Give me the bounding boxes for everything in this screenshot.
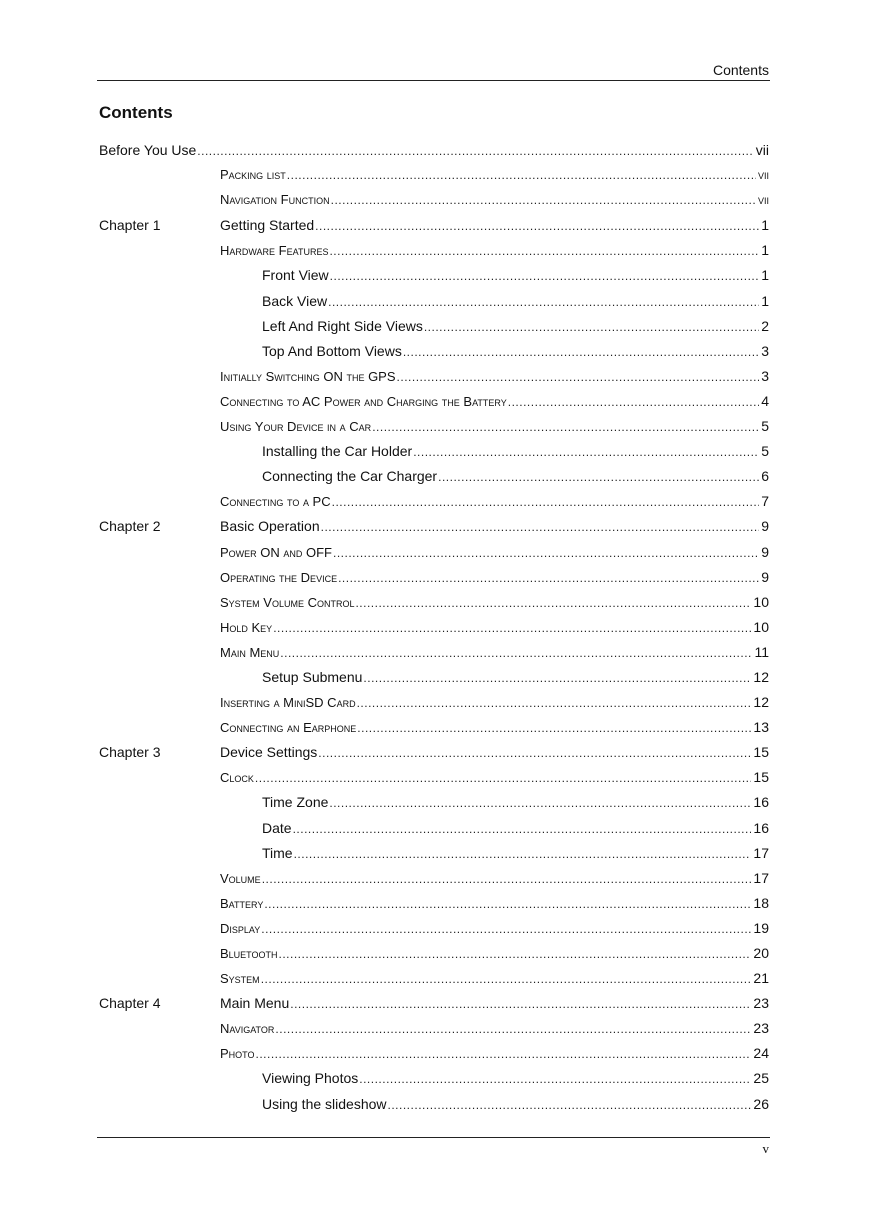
toc-entry[interactable] [220,942,769,965]
table-of-contents [0,139,869,1118]
dot-leader [329,240,759,262]
entry-page-number: 24 [753,1045,769,1062]
dot-leader [315,215,759,237]
entry-page-number: vii [755,142,769,158]
toc-entry[interactable] [220,992,769,1015]
dot-leader [355,592,751,614]
dot-leader [293,818,752,840]
entry-title: Hold Key [220,619,273,635]
toc-entry[interactable] [220,214,769,237]
toc-row [0,465,869,490]
entry-title: Installing the Car Holder [262,443,413,460]
entry-page-number: 1 [761,242,769,259]
dot-leader [318,742,751,764]
toc-row [0,942,869,967]
toc-entry[interactable] [262,791,769,814]
toc-entry[interactable] [262,666,769,689]
entry-title: Main Menu [220,644,280,660]
entry-title: Setup Submenu [262,668,363,685]
toc-row [0,390,869,415]
toc-row [0,139,869,164]
toc-entry[interactable] [262,290,769,313]
toc-entry[interactable] [262,842,769,865]
entry-page-number: 26 [753,1095,769,1112]
entry-page-number: 13 [753,719,769,736]
entry-page-number: vii [757,167,769,183]
toc-entry[interactable] [262,264,769,287]
toc-entry[interactable] [220,1017,769,1040]
entry-title: System [220,971,260,987]
dot-leader [397,366,760,388]
entry-page-number: 23 [753,995,769,1012]
entry-page-number: 21 [753,970,769,987]
dot-leader [333,542,759,564]
entry-title: Connecting to a PC [220,494,331,510]
page-number: v [762,1141,769,1156]
toc-row [0,1042,869,1067]
entry-page-number: 17 [753,869,769,886]
dot-leader [275,1018,751,1040]
entry-page-number: 15 [753,769,769,786]
toc-entry[interactable] [220,164,769,186]
entry-title: Bluetooth [220,946,278,961]
toc-entry[interactable] [220,616,769,639]
entry-page-number: 9 [761,518,769,535]
toc-entry[interactable] [220,917,769,940]
entry-page-number: 1 [761,267,769,284]
toc-row [0,415,869,440]
toc-row [0,515,869,540]
header-rule [97,80,770,81]
entry-title: Inserting a MiniSD Card [220,695,356,711]
dot-leader [280,642,752,664]
entry-title: Top And Bottom Views [262,342,402,359]
toc-row [0,591,869,616]
toc-entry[interactable] [220,239,769,262]
toc-row [0,616,869,641]
toc-row [0,766,869,791]
toc-entry[interactable] [220,390,769,413]
entry-title: Operating the Device [220,569,338,585]
entry-title: Connecting an Earphone [220,720,357,736]
dot-leader [287,164,756,186]
toc-entry[interactable] [262,440,769,463]
entry-page-number: 9 [761,543,769,560]
dot-leader [357,717,751,739]
toc-entry[interactable] [220,566,769,589]
toc-entry[interactable] [220,741,769,764]
dot-leader [357,692,752,714]
entry-page-number: 23 [753,1020,769,1037]
entry-page-number: 2 [761,317,769,334]
dot-leader [363,667,751,689]
dot-leader [329,792,751,814]
entry-page-number: 9 [761,568,769,585]
entry-title: Date [262,819,292,836]
toc-entry[interactable] [220,591,769,614]
entry-page-number: 5 [761,418,769,435]
entry-title: Device Settings [220,744,318,761]
entry-page-number: 12 [753,668,769,685]
entry-title: Connecting to AC Power and Charging the Battery [220,393,507,409]
toc-row [0,892,869,917]
entry-title: Time Zone [262,794,329,811]
toc-row [0,817,869,842]
chapter-label: Chapter 1 [99,217,161,234]
toc-row [0,264,869,289]
toc-row [0,867,869,892]
toc-row [0,641,869,666]
dot-leader [331,189,756,211]
footer-rule [97,1137,770,1138]
toc-entry[interactable] [220,415,769,438]
toc-entry[interactable] [220,189,769,211]
dot-leader [372,416,759,438]
entry-title: Front View [262,267,329,284]
entry-title: Left And Right Side Views [262,317,423,334]
dot-leader [508,391,759,413]
toc-row [0,741,869,766]
toc-row [0,917,869,942]
entry-page-number: 12 [753,694,769,711]
dot-leader [197,140,753,162]
entry-title: Volume [220,870,261,886]
dot-leader [359,1068,751,1090]
entry-page-number: 16 [753,794,769,811]
entry-title: Connecting the Car Charger [262,468,438,485]
toc-entry[interactable] [99,139,769,162]
entry-page-number: 1 [761,292,769,309]
entry-page-number: 6 [761,468,769,485]
toc-entry[interactable] [262,817,769,840]
toc-row [0,440,869,465]
entry-title: Using Your Device in a Car [220,419,372,435]
entry-title: Main Menu [220,995,290,1012]
toc-entry[interactable] [220,541,769,564]
entry-title: Getting Started [220,217,315,234]
dot-leader [279,943,752,965]
toc-entry[interactable] [220,691,769,714]
dot-leader [290,993,751,1015]
entry-title: Viewing Photos [262,1070,359,1087]
toc-entry[interactable] [262,465,769,488]
toc-entry[interactable] [220,766,769,789]
entry-page-number: 20 [753,945,769,961]
toc-row [0,566,869,591]
toc-row [0,842,869,867]
dot-leader [321,516,760,538]
toc-row [0,290,869,315]
entry-title: Using the slideshow [262,1095,387,1112]
toc-row [0,365,869,390]
entry-page-number: 16 [753,819,769,836]
toc-entry[interactable] [220,967,769,990]
dot-leader [338,567,759,589]
toc-row [0,666,869,691]
toc-entry[interactable] [220,365,769,388]
toc-row [0,315,869,340]
toc-row [0,1067,869,1092]
entry-page-number: 15 [753,744,769,761]
dot-leader [438,466,759,488]
chapter-label: Chapter 4 [99,995,161,1012]
toc-entry[interactable] [220,716,769,739]
entry-page-number: 10 [753,618,769,635]
chapter-label: Chapter 2 [99,518,161,535]
dot-leader [256,1043,752,1065]
toc-row [0,716,869,741]
toc-entry[interactable] [220,515,769,538]
toc-entry[interactable] [220,867,769,890]
dot-leader [261,918,751,940]
toc-row [0,164,869,189]
toc-row [0,967,869,992]
dot-leader [413,441,759,463]
entry-page-number: 11 [754,643,769,660]
toc-entry[interactable] [262,340,769,363]
entry-title: Navigation Function [220,192,330,208]
toc-row [0,541,869,566]
entry-title: Time [262,844,293,861]
toc-row [0,189,869,214]
entry-page-number: 3 [761,367,769,384]
toc-entry[interactable] [220,490,769,513]
running-header: Contents [712,62,769,78]
toc-entry[interactable] [220,641,769,664]
dot-leader [273,617,751,639]
entry-title: Basic Operation [220,518,320,535]
entry-title: Navigator [220,1021,275,1037]
toc-row [0,340,869,365]
entry-page-number: vii [757,192,769,208]
dot-leader [330,265,760,287]
toc-entry[interactable] [220,892,769,915]
entry-title: Display [220,920,261,936]
entry-page-number: 3 [761,342,769,359]
entry-page-number: 25 [753,1070,769,1087]
dot-leader [403,341,759,363]
toc-entry[interactable] [262,1093,769,1116]
entry-page-number: 7 [761,493,769,510]
dot-leader [261,968,752,990]
dot-leader [262,868,752,890]
toc-row [0,214,869,239]
toc-entry[interactable] [220,1042,769,1065]
entry-page-number: 18 [753,894,769,911]
entry-title: Packing list [220,167,286,183]
toc-entry[interactable] [262,315,769,338]
toc-row [0,691,869,716]
entry-page-number: 10 [753,593,769,610]
entry-title: Battery [220,895,264,911]
chapter-label: Chapter 3 [99,744,161,761]
entry-page-number: 4 [761,392,769,409]
entry-title: Power ON and OFF [220,544,332,560]
toc-row [0,1093,869,1118]
entry-title: System Volume Control [220,594,355,610]
entry-title: Photo [220,1046,255,1062]
toc-entry[interactable] [262,1067,769,1090]
entry-page-number: 17 [753,844,769,861]
entry-page-number: 5 [761,443,769,460]
entry-title: Before You Use [99,142,197,158]
entry-title: Initially Switching ON the GPS [220,368,396,384]
entry-title: Hardware Features [220,243,329,259]
toc-row [0,1017,869,1042]
page-title: Contents [99,103,173,122]
entry-page-number: 1 [761,217,769,234]
toc-row [0,239,869,264]
entry-title: Back View [262,292,328,309]
toc-row [0,490,869,515]
toc-row [0,992,869,1017]
dot-leader [264,893,751,915]
dot-leader [328,291,759,313]
toc-row [0,791,869,816]
entry-title: Clock [220,770,254,786]
entry-page-number: 19 [753,919,769,936]
dot-leader [332,491,760,513]
dot-leader [294,843,752,865]
dot-leader [424,316,759,338]
dot-leader [255,767,752,789]
dot-leader [388,1094,752,1116]
